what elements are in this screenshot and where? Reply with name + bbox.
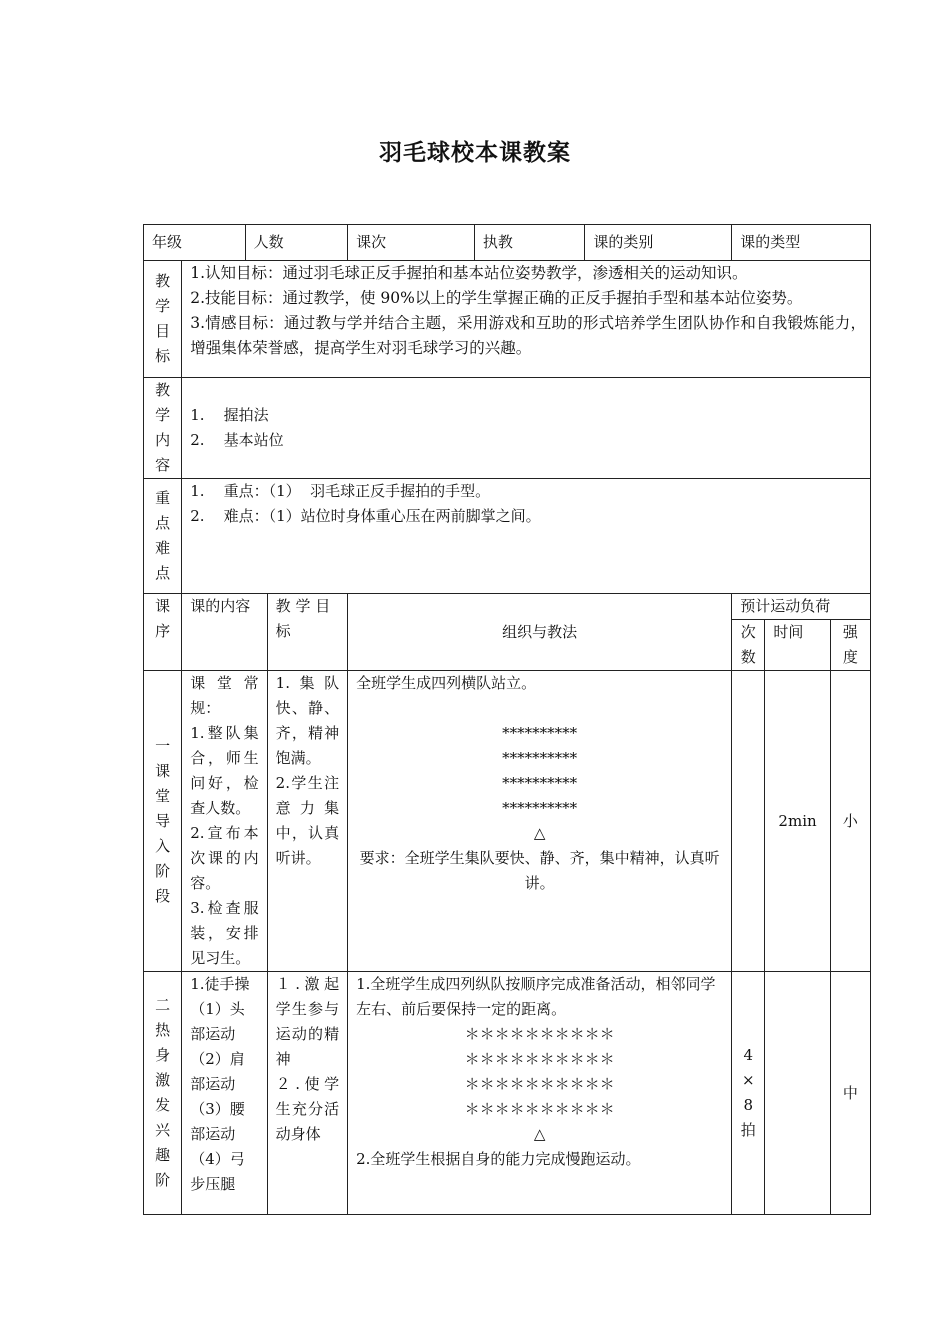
content-list <box>182 378 871 479</box>
lesson-content: 课 堂 常规： 1.整队集合，师生问好，检查人数。 2.宣布本次课的内容。 3.检查服装，安排见习生。 <box>182 671 267 972</box>
formation-row: ＊＊＊＊＊＊＊＊＊＊ <box>464 1100 615 1118</box>
formation-row: ********** <box>502 799 578 817</box>
difficulty-item: 2. 难点：（1）站位时身体重心压在两前脚掌之间。 <box>190 507 541 525</box>
section-row-warmup <box>144 972 871 1215</box>
lesson-type-cell: 课的类型 <box>732 225 871 261</box>
lesson-category-cell: 课的类别 <box>585 225 732 261</box>
duration-value: 2min <box>765 671 830 972</box>
lesson-goal: １.激起学生参与运动的精神 ２.使学生充分活动身体 <box>267 972 347 1215</box>
objectives-row <box>144 261 871 378</box>
content-row <box>144 378 871 479</box>
lesson-goal: 1.集队快、静、齐，精神饱满。 2.学生注意力集中，认真听讲。 <box>267 671 347 972</box>
duration-header: 时间 <box>765 620 830 671</box>
goal-header: 教 学 目标 <box>267 594 347 671</box>
organization-method: 全班学生成四列横队站立。 ********** ********** ********** ********** △ 要求：全班学生集队要快、静、齐，集中精神，认真听讲。 <box>348 671 732 972</box>
keypoints-list <box>182 479 871 594</box>
keypoints-label: 重 点 难 点 <box>144 479 182 594</box>
sequence-header: 课 序 <box>144 594 182 671</box>
formation-row: ＊＊＊＊＊＊＊＊＊＊ <box>464 1025 615 1043</box>
times-value <box>732 671 765 972</box>
intensity-value: 小 <box>830 671 870 972</box>
teacher-cell: 执教 <box>474 225 585 261</box>
content-item: 2. 基本站位 <box>190 431 284 449</box>
objectives-text <box>182 261 871 378</box>
document-title: 羽毛球校本课教案 <box>379 139 571 166</box>
intensity-header: 强 度 <box>830 620 870 671</box>
content-item: 1. 握拍法 <box>190 406 269 424</box>
formation-row: ＊＊＊＊＊＊＊＊＊＊ <box>464 1075 615 1093</box>
keypoints-row <box>144 479 871 594</box>
lesson-content: 1.徒手操 （1）头部运动 （2）肩部运动 （3）腰部运动 （4）弓步压腿 <box>182 972 267 1215</box>
header-row <box>144 225 871 261</box>
student-count-cell: 人数 <box>245 225 348 261</box>
times-value: 4 × 8 拍 <box>732 972 765 1215</box>
method-header: 组织与教法 <box>348 594 732 671</box>
key-point-item: 1. 重点：（1） 羽毛球正反手握拍的手型。 <box>190 482 491 500</box>
grade-cell: 年级 <box>144 225 246 261</box>
lesson-number-cell: 课次 <box>348 225 475 261</box>
intensity-value: 中 <box>830 972 870 1215</box>
formation-row: ********** <box>502 724 578 742</box>
stage-label: 二 热 身 激 发 兴 趣 阶 <box>144 972 182 1215</box>
formation-row: ********** <box>502 774 578 792</box>
stage-label: 一 课 堂 导 入 阶 段 <box>144 671 182 972</box>
lesson-plan-table <box>143 224 871 1215</box>
load-header: 预计运动负荷 <box>732 594 871 620</box>
duration-value <box>765 972 830 1215</box>
teacher-triangle-icon: △ <box>533 1125 546 1143</box>
formation-row: ＊＊＊＊＊＊＊＊＊＊ <box>464 1050 615 1068</box>
organization-method: 1.全班学生成四列纵队按顺序完成准备活动，相邻同学左右、前后要保持一定的距离。 ＊＊＊＊＊＊＊＊＊＊ ＊＊＊＊＊＊＊＊＊＊ ＊＊＊＊＊＊＊＊＊＊ ＊＊＊＊＊＊＊＊＊＊ △ 2.全班学生根据自身的能力完成慢跑运动。 <box>348 972 732 1215</box>
times-header: 次 数 <box>732 620 765 671</box>
column-header-row <box>144 594 871 620</box>
emotional-objective: 3.情感目标：通过教与学并结合主题，采用游戏和互助的形式培养学生团队协作和自我锻炼能力，增强集体荣誉感，提高学生对羽毛球学习的兴趣。 <box>190 314 866 357</box>
skill-objective: 2.技能目标：通过教学，使 90%以上的学生掌握正确的正反手握拍手型和基本站位姿势。 <box>190 289 803 307</box>
content-label: 教 学 内 容 <box>144 378 182 479</box>
cognitive-objective: 1.认知目标：通过羽毛球正反手握拍和基本站位姿势教学，渗透相关的运动知识。 <box>190 264 748 282</box>
section-row-intro <box>144 671 871 972</box>
teacher-triangle-icon: △ <box>533 824 546 842</box>
formation-row: ********** <box>502 749 578 767</box>
objectives-label: 教 学 目 标 <box>144 261 182 378</box>
content-header: 课的内容 <box>182 594 267 671</box>
